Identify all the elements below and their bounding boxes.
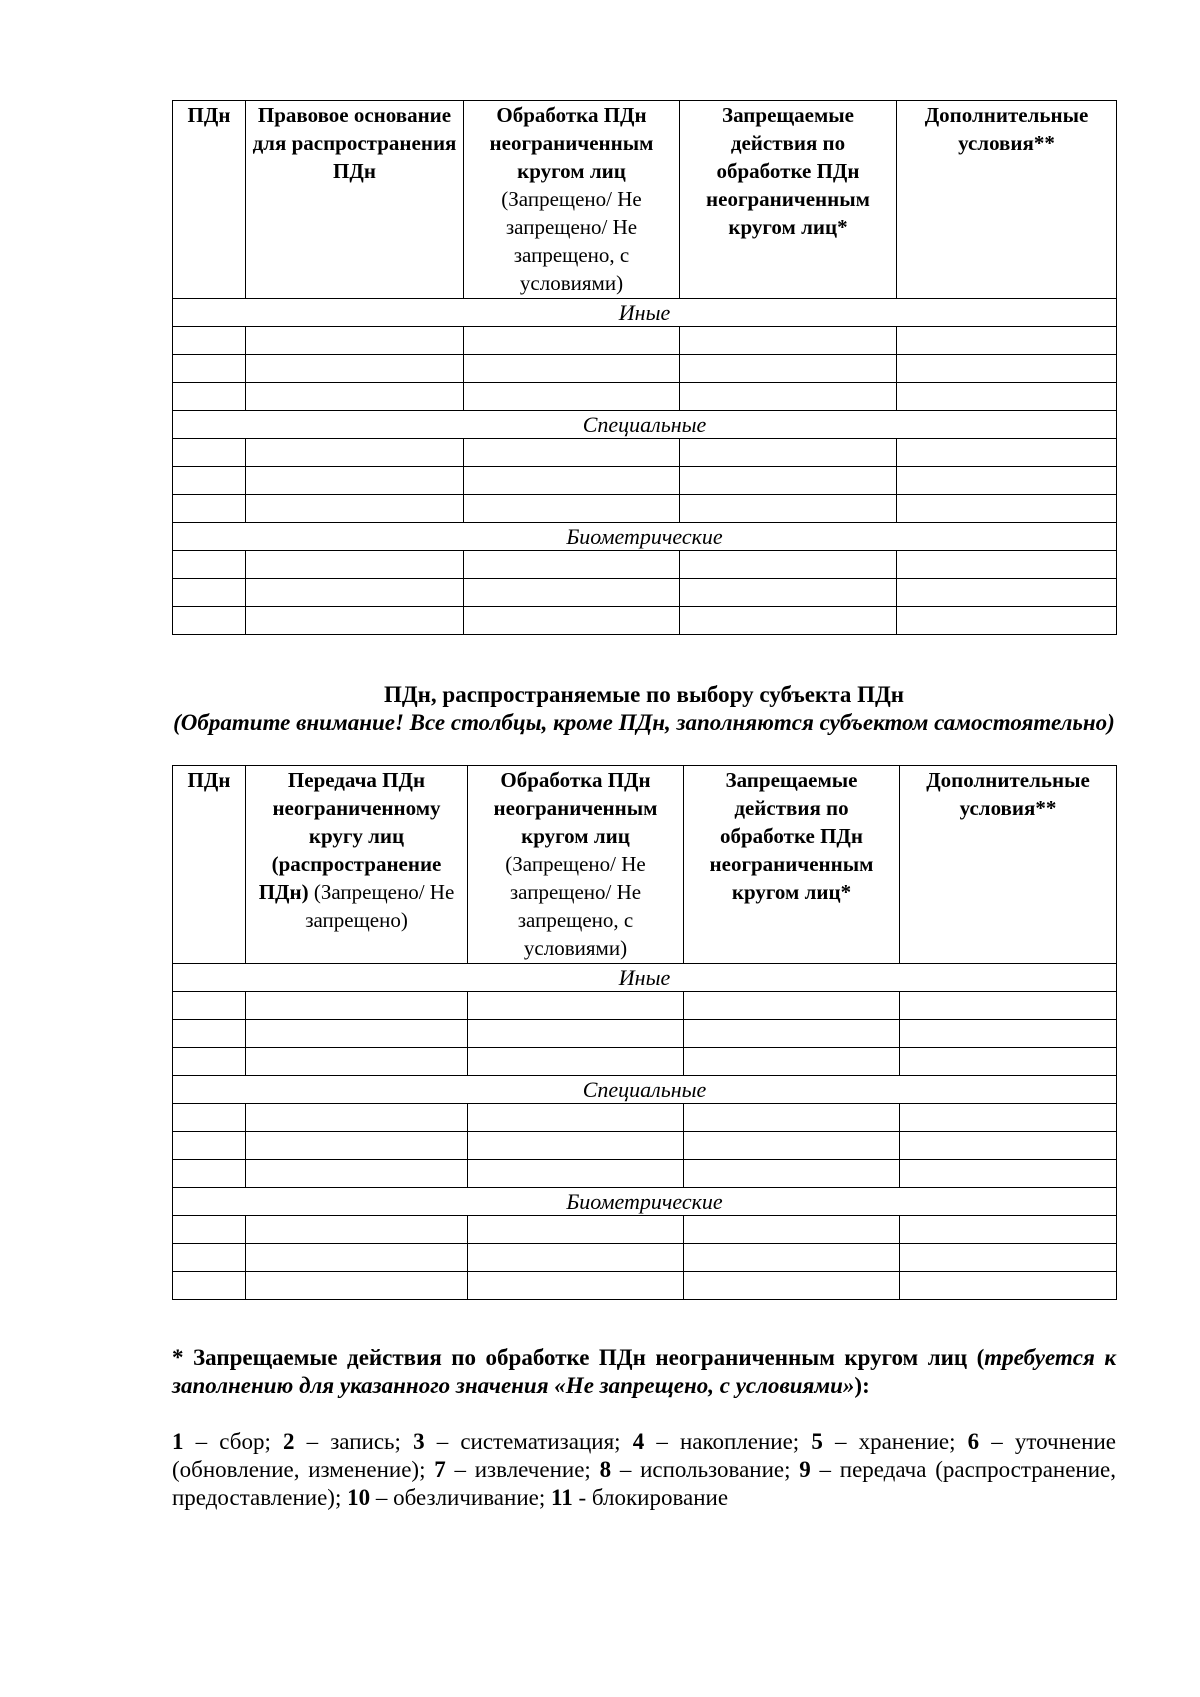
header-prohibited-actions: Запрещаемые действия по обработке ПДн неограниченным кругом лиц* bbox=[680, 101, 897, 299]
table-row[interactable] bbox=[173, 467, 1117, 495]
table-row[interactable] bbox=[173, 327, 1117, 355]
header-pdn: ПДн bbox=[173, 766, 246, 964]
table-row[interactable] bbox=[173, 1272, 1117, 1300]
section-row-other: Иные bbox=[173, 964, 1117, 992]
header-additional-conditions: Дополнительные условия** bbox=[897, 101, 1117, 299]
table-row[interactable] bbox=[173, 495, 1117, 523]
section-row-special: Специальные bbox=[173, 411, 1117, 439]
table-header-row bbox=[173, 766, 1117, 964]
table-row[interactable] bbox=[173, 607, 1117, 635]
table-row[interactable] bbox=[173, 1048, 1117, 1076]
header-pdn: ПДн bbox=[173, 101, 246, 299]
footnote-heading: * Запрещаемые действия по обработке ПДн неограниченным кругом лиц (требуется к заполнению для указанного значения «Не запрещено, с условиями»): bbox=[172, 1345, 1116, 1398]
header-additional-conditions: Дополнительные условия** bbox=[900, 766, 1117, 964]
table-header-row bbox=[173, 101, 1117, 299]
section-row-special: Специальные bbox=[173, 1076, 1117, 1104]
table-row[interactable] bbox=[173, 1216, 1117, 1244]
pdn-table-subject-choice bbox=[172, 765, 1117, 1300]
header-processing: Обработка ПДн неограниченным кругом лиц (Запрещено/ Не запрещено/ Не запрещено, с условиями) bbox=[468, 766, 684, 964]
table-row[interactable] bbox=[173, 1020, 1117, 1048]
table-row[interactable] bbox=[173, 579, 1117, 607]
table-row[interactable] bbox=[173, 551, 1117, 579]
table-row[interactable] bbox=[173, 1160, 1117, 1188]
table-row[interactable] bbox=[173, 355, 1117, 383]
table-row[interactable] bbox=[173, 439, 1117, 467]
pdn-table-general bbox=[172, 100, 1117, 635]
header-prohibited-actions: Запрещаемые действия по обработке ПДн неограниченным кругом лиц* bbox=[684, 766, 900, 964]
header-legal-basis: Правовое основание для распространения ПДн bbox=[246, 101, 464, 299]
table-row[interactable] bbox=[173, 1132, 1117, 1160]
section-row-biometric: Биометрические bbox=[173, 1188, 1117, 1216]
header-transfer: Передача ПДн неограниченному кругу лиц (распространение ПДн) (Запрещено/ Не запрещено) bbox=[246, 766, 468, 964]
section-title: ПДн, распространяемые по выбору субъекта ПДн bbox=[383, 682, 905, 707]
table-row[interactable] bbox=[173, 1104, 1117, 1132]
header-processing: Обработка ПДн неограниченным кругом лиц (Запрещено/ Не запрещено/ Не запрещено, с условиями) bbox=[464, 101, 680, 299]
table-row[interactable] bbox=[173, 383, 1117, 411]
table-row[interactable] bbox=[173, 1244, 1117, 1272]
table-row[interactable] bbox=[173, 992, 1117, 1020]
footnote-actions-list: 1 – сбор; 2 – запись; 3 – систематизация; 4 – накопление; 5 – хранение; 6 – уточнение (обновление, изменение); 7 – извлечение; 8 – использование; 9 – передача (распространение, предоставление); 10 – обезличивание; 11 - блокирование bbox=[172, 1429, 1117, 1510]
section-row-other: Иные bbox=[173, 299, 1117, 327]
section-row-biometric: Биометрические bbox=[173, 523, 1117, 551]
section-note: (Обратите внимание! Все столбцы, кроме ПДн, заполняются субъектом самостоятельно) bbox=[173, 710, 1115, 735]
